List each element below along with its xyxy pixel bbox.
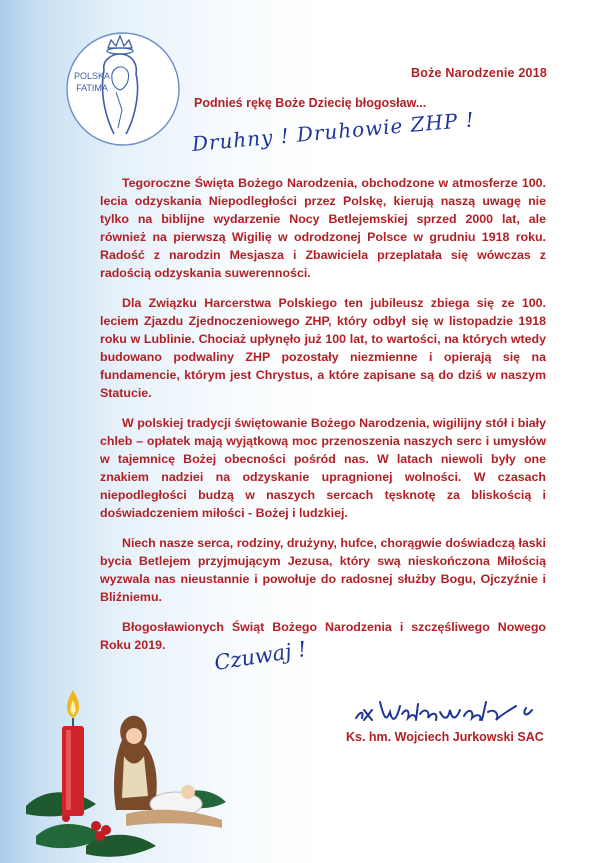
paragraph-1: Tegoroczne Święta Bożego Narodzenia, obchodzone w atmosferze 100. lecia odzyskania Niepodległości przez Polskę, kierują naszą uwagę nie tylko na biblijne wydarzenie Nocy Betlejemskiej sprzed 2000 lat, ale również na pierwszą Wigilię w odrodzonej Polsce w grudniu 1918 roku. Radość z narodzin Mesjasza i Zbawiciela przeplatała się wówczas z radością odzyskania suwerenności. (100, 176, 546, 280)
logo-text-line1: POLSKA (73, 71, 111, 81)
handwritten-closing: Czuwaj ! (212, 636, 309, 676)
paragraph-2: Dla Związku Harcerstwa Polskiego ten jubileusz zbiega się ze 100. leciem Zjazdu Zjednoczeniowego ZHP, który odbył się w listopadzie 1918 roku w Lublinie. Chociaż upłynęło już 100 lat, to wartości, na których wtedy budowano podwaliny ZHP pozostały niezmienne i opierają się na fundamencie, którym jest Chrystus, a które zapisane są do dziś w naszym Statucie. (100, 296, 546, 400)
handwritten-signature (350, 688, 550, 728)
christmas-candle-illustration (26, 686, 226, 863)
handwritten-salutation: Druhny ! Druhowie ZHP ! (190, 107, 476, 156)
signer-name: Ks. hm. Wojciech Jurkowski SAC (346, 730, 544, 744)
paragraph-3: W polskiej tradycji świętowanie Bożego Narodzenia, wigilijny stół i biały chleb – opłatek mają wyjątkową moc przenoszenia naszych serc i umysłów w tajemnicę Bożej obecności pośród nas. W latach niewoli były one znakiem nadziei na odzyskanie upragnionej wolności. W czasach niepodległości budzą w naszych sercach tęsknotę za bliskością i doświadczeniem miłości - Bożej i ludzkiej. (100, 416, 546, 520)
letter-date: Boże Narodzenie 2018 (411, 66, 547, 80)
letter-motto: Podnieś rękę Boże Dziecię błogosław... (194, 96, 427, 110)
letter-body (100, 174, 546, 666)
logo-text (72, 70, 112, 94)
paragraph-4: Niech nasze serca, rodziny, drużyny, hufce, chorągwie doświadczą łaski bycia Betlejem przyjmującym Jezusa, który swą nieskończona Miłością wyzwala nas nieustannie i powołuje do radosnej służby Bogu, Ojczyźnie i Bliźniemu. (100, 536, 546, 604)
paragraph-wishes: Błogosławionych Świąt Bożego Narodzenia i szczęśliwego Nowego Roku 2019. (100, 620, 546, 652)
logo-text-line2: FATIMA (76, 83, 108, 93)
